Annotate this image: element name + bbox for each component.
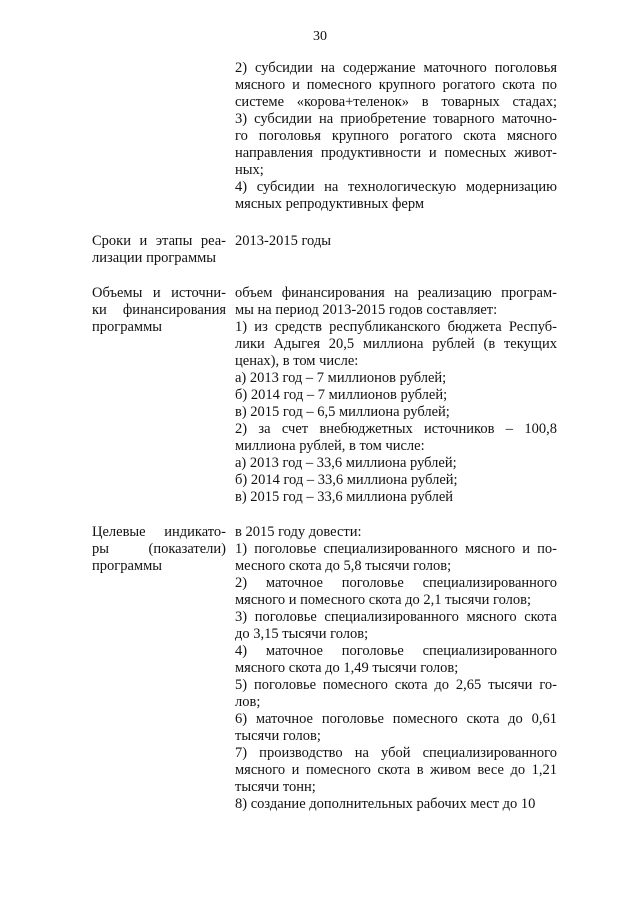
funding-line: 1) из средств республиканского бюджета Респуб- (235, 319, 557, 335)
indicators-label-line: Целевые индикато- (92, 524, 226, 540)
indicators-line: 2) маточное поголовье специализированного (235, 575, 557, 591)
indicators-line: лов; (235, 694, 261, 710)
page-number: 30 (313, 29, 327, 44)
indicators-line: до 3,15 тысячи голов; (235, 626, 369, 642)
indicators-line: мясного скота до 1,49 тысячи голов; (235, 660, 459, 676)
text-line: 2) субсидии на содержание маточного поголовья (235, 60, 557, 76)
funding-line: лики Адыгея 20,5 миллиона рублей (в текущих (235, 336, 557, 352)
funding-label-line: программы (92, 319, 162, 335)
funding-line: в) 2015 год – 6,5 миллиона рублей; (235, 404, 450, 420)
indicators-label-line: программы (92, 558, 162, 574)
text-line: ных; (235, 162, 264, 178)
indicators-line: 4) маточное поголовье специализированного (235, 643, 557, 659)
funding-line: а) 2013 год – 33,6 миллиона рублей; (235, 455, 457, 471)
funding-label-line: Объемы и источни- (92, 285, 226, 301)
funding-label-line: ки финансирования (92, 302, 226, 318)
terms-label-line: лизации программы (92, 250, 217, 266)
text-line: системе «корова+теленок» в товарных стадах; (235, 94, 557, 110)
indicators-line: 5) поголовье помесного скота до 2,65 тысячи го- (235, 677, 557, 693)
funding-line: б) 2014 год – 7 миллионов рублей; (235, 387, 448, 403)
funding-line: мы на период 2013-2015 годов составляет: (235, 302, 498, 318)
indicators-line: 8) создание дополнительных рабочих мест до 10 (235, 796, 536, 812)
indicators-line: в 2015 году довести: (235, 524, 362, 540)
indicators-line: 6) маточное поголовье помесного скота до 0,61 (235, 711, 557, 727)
terms-label-line: Сроки и этапы реа- (92, 233, 226, 249)
funding-line: объем финансирования на реализацию програм- (235, 285, 557, 301)
text-line: мясных репродуктивных ферм (235, 196, 425, 212)
funding-line: в) 2015 год – 33,6 миллиона рублей (235, 489, 454, 505)
text-line: го поголовья крупного рогатого скота мясного (235, 128, 557, 144)
funding-line: 2) за счет внебюджетных источников – 100,8 (235, 421, 557, 437)
indicators-line: 1) поголовье специализированного мясного и по- (235, 541, 557, 557)
text-line: 3) субсидии на приобретение товарного маточно- (235, 111, 557, 127)
indicators-line: мясного и помесного скота в живом весе до 1,21 (235, 762, 557, 778)
text-line: 4) субсидии на технологическую модернизацию (235, 179, 557, 195)
funding-line: а) 2013 год – 7 миллионов рублей; (235, 370, 447, 386)
terms-value: 2013-2015 годы (235, 233, 331, 249)
indicators-line: тысячи голов; (235, 728, 321, 744)
funding-line: б) 2014 год – 33,6 миллиона рублей; (235, 472, 458, 488)
funding-line: ценах), в том числе: (235, 353, 359, 369)
indicators-label-line: ры (показатели) (92, 541, 226, 557)
text-line: мясного и помесного крупного рогатого скота по (235, 77, 557, 93)
indicators-line: 7) производство на убой специализированного (235, 745, 557, 761)
indicators-line: 3) поголовье специализированного мясного скота (235, 609, 557, 625)
indicators-line: тысячи тонн; (235, 779, 316, 795)
text-line: направления продуктивности и помесных живот- (235, 145, 557, 161)
indicators-line: месного скота до 5,8 тысячи голов; (235, 558, 452, 574)
funding-line: миллиона рублей, в том числе: (235, 438, 425, 454)
indicators-line: мясного и помесного скота до 2,1 тысячи голов; (235, 592, 531, 608)
